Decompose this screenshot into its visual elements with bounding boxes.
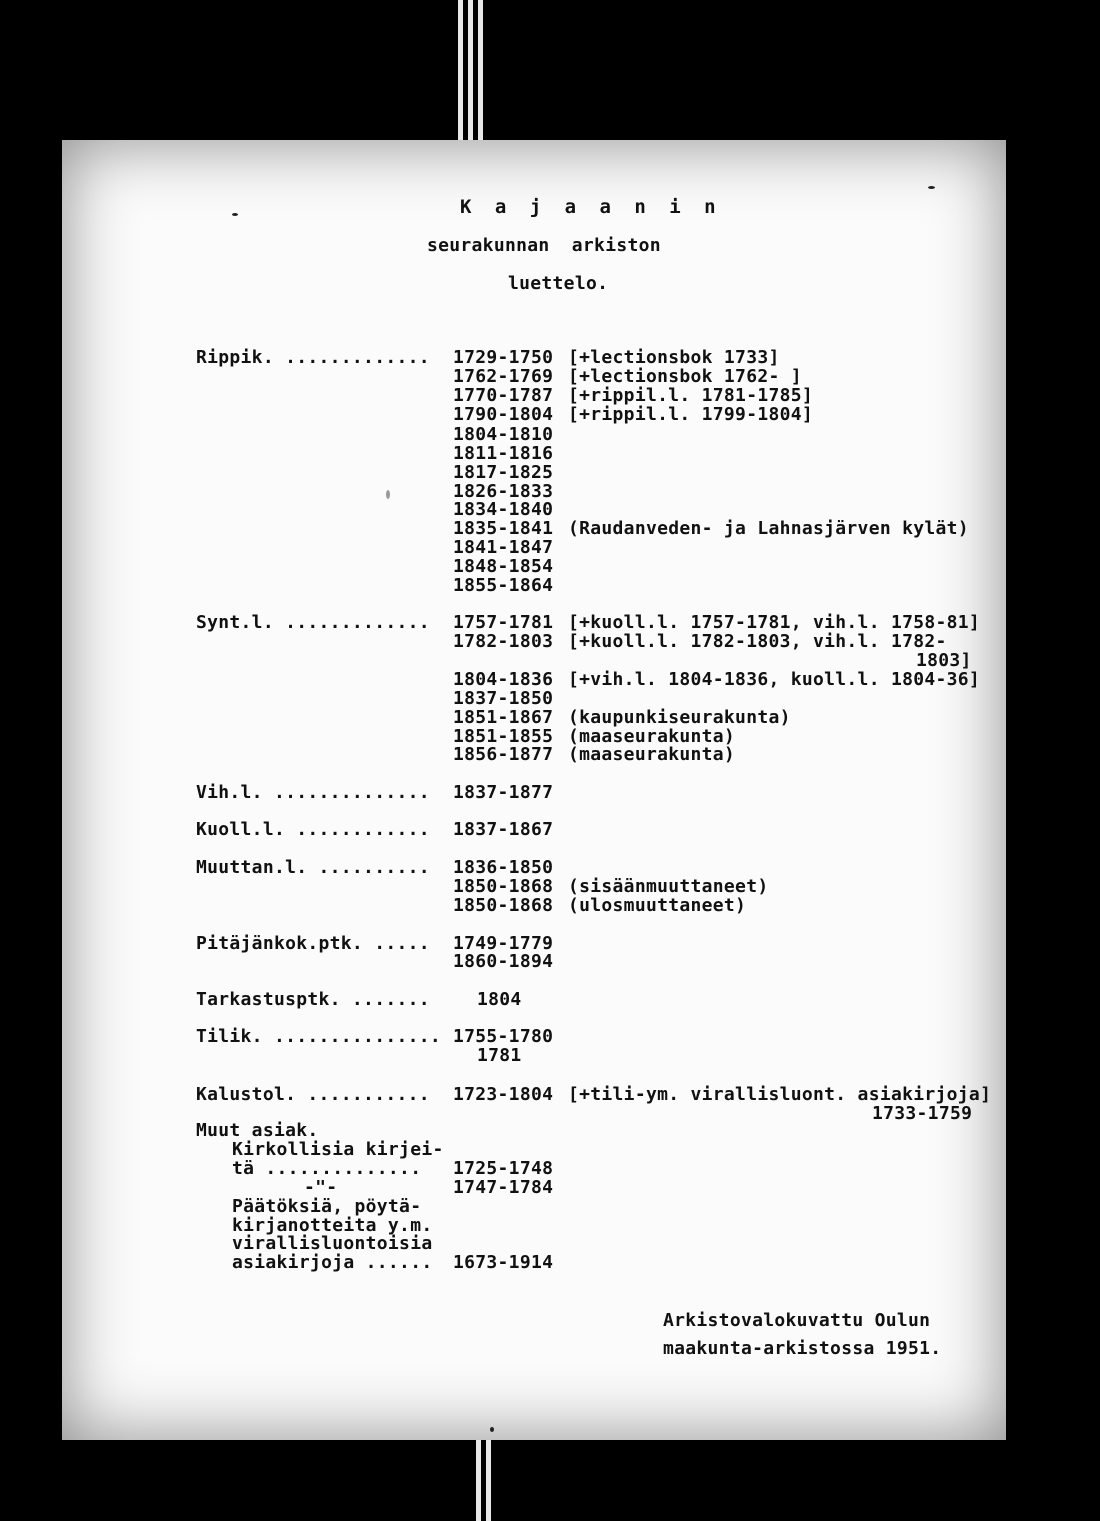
- sub-label: kirjanotteita y.m.: [232, 1215, 433, 1236]
- year-range: 1757-1781: [453, 612, 554, 633]
- year-range: 1850-1868: [453, 876, 554, 897]
- row-label-muut: Muut asiak.: [196, 1120, 319, 1141]
- row-label-vih: Vih.l. ..............: [196, 782, 430, 803]
- row-note: (maaseurakunta): [568, 726, 736, 747]
- row-label-pitajankok: Pitäjänkok.ptk. .....: [196, 933, 430, 954]
- year-range: 1848-1854: [453, 556, 554, 577]
- row-note: (Raudanveden- ja Lahnasjärven kylät): [568, 518, 969, 539]
- row-label-rippik: Rippik. .............: [196, 347, 430, 368]
- year-range: 1770-1787: [453, 385, 554, 406]
- year-range: 1762-1769: [453, 366, 554, 387]
- sub-label: Kirkollisia kirjei-: [232, 1139, 444, 1160]
- scan-speck: [490, 1427, 494, 1432]
- sub-label: Päätöksiä, pöytä-: [232, 1196, 422, 1217]
- row-note: 1733-1759: [872, 1103, 973, 1124]
- year-range: 1804: [477, 989, 522, 1010]
- row-note: [+rippil.l. 1799-1804]: [568, 404, 814, 425]
- year-range: 1855-1864: [453, 575, 554, 596]
- row-note: [+kuoll.l. 1782-1803, vih.l. 1782-: [568, 631, 947, 652]
- sub-label: tä ..............: [232, 1158, 422, 1179]
- year-range: 1850-1868: [453, 895, 554, 916]
- year-range: 1790-1804: [453, 404, 554, 425]
- year-range: 1834-1840: [453, 499, 554, 520]
- scan-speck: [232, 213, 238, 216]
- year-range: 1804-1810: [453, 424, 554, 445]
- year-range: 1851-1855: [453, 726, 554, 747]
- year-range: 1826-1833: [453, 481, 554, 502]
- row-note: (sisäänmuuttaneet): [568, 876, 769, 897]
- footer-line-2: maakunta-arkistossa 1951.: [663, 1338, 942, 1359]
- row-note: (maaseurakunta): [568, 744, 736, 765]
- scan-speck: [386, 490, 390, 499]
- doc-subtitle: seurakunnan arkiston: [427, 235, 661, 256]
- year-range: 1747-1784: [453, 1177, 554, 1198]
- year-range: 1841-1847: [453, 537, 554, 558]
- year-range: 1836-1850: [453, 857, 554, 878]
- row-note: (kaupunkiseurakunta): [568, 707, 791, 728]
- year-range: 1781: [477, 1045, 522, 1066]
- year-range: 1723-1804: [453, 1084, 554, 1105]
- year-range: 1811-1816: [453, 443, 554, 464]
- row-note: [+rippil.l. 1781-1785]: [568, 385, 814, 406]
- row-label-synt: Synt.l. .............: [196, 612, 430, 633]
- year-range: 1804-1836: [453, 669, 554, 690]
- year-range: 1725-1748: [453, 1158, 554, 1179]
- year-range: 1755-1780: [453, 1026, 554, 1047]
- year-range: 1860-1894: [453, 951, 554, 972]
- year-range: 1673-1914: [453, 1252, 554, 1273]
- year-range: 1851-1867: [453, 707, 554, 728]
- row-note: [+vih.l. 1804-1836, kuoll.l. 1804-36]: [568, 669, 981, 690]
- sub-label: asiakirjoja ......: [232, 1252, 433, 1273]
- year-range: 1837-1850: [453, 688, 554, 709]
- year-range: 1782-1803: [453, 631, 554, 652]
- year-range: 1817-1825: [453, 462, 554, 483]
- year-range: 1749-1779: [453, 933, 554, 954]
- row-note: [+tili-ym. virallisluont. asiakirjoja]: [568, 1084, 992, 1105]
- year-range: 1856-1877: [453, 744, 554, 765]
- row-note: [+kuoll.l. 1757-1781, vih.l. 1758-81]: [568, 612, 981, 633]
- row-label-kalustol: Kalustol. ...........: [196, 1084, 430, 1105]
- footer-line-1: Arkistovalokuvattu Oulun: [663, 1310, 931, 1331]
- year-range: 1729-1750: [453, 347, 554, 368]
- row-label-muuttan: Muuttan.l. ..........: [196, 857, 430, 878]
- scan-speck: [928, 186, 935, 189]
- row-note: (ulosmuuttaneet): [568, 895, 747, 916]
- row-label-kuoll: Kuoll.l. ............: [196, 819, 430, 840]
- sub-label: virallisluontoisia: [232, 1233, 433, 1254]
- doc-subtitle-2: luettelo.: [508, 273, 609, 294]
- year-range: 1835-1841: [453, 518, 554, 539]
- year-range: 1837-1877: [453, 782, 554, 803]
- year-range: 1837-1867: [453, 819, 554, 840]
- row-label-tilik: Tilik. ...............: [196, 1026, 442, 1047]
- row-note: 1803]: [916, 650, 972, 671]
- row-note: [+lectionsbok 1733]: [568, 347, 780, 368]
- row-note: [+lectionsbok 1762- ]: [568, 366, 802, 387]
- row-label-tarkastus: Tarkastusptk. .......: [196, 989, 430, 1010]
- doc-title: K a j a a n i n: [460, 196, 722, 218]
- ditto-mark: -"-: [304, 1177, 338, 1198]
